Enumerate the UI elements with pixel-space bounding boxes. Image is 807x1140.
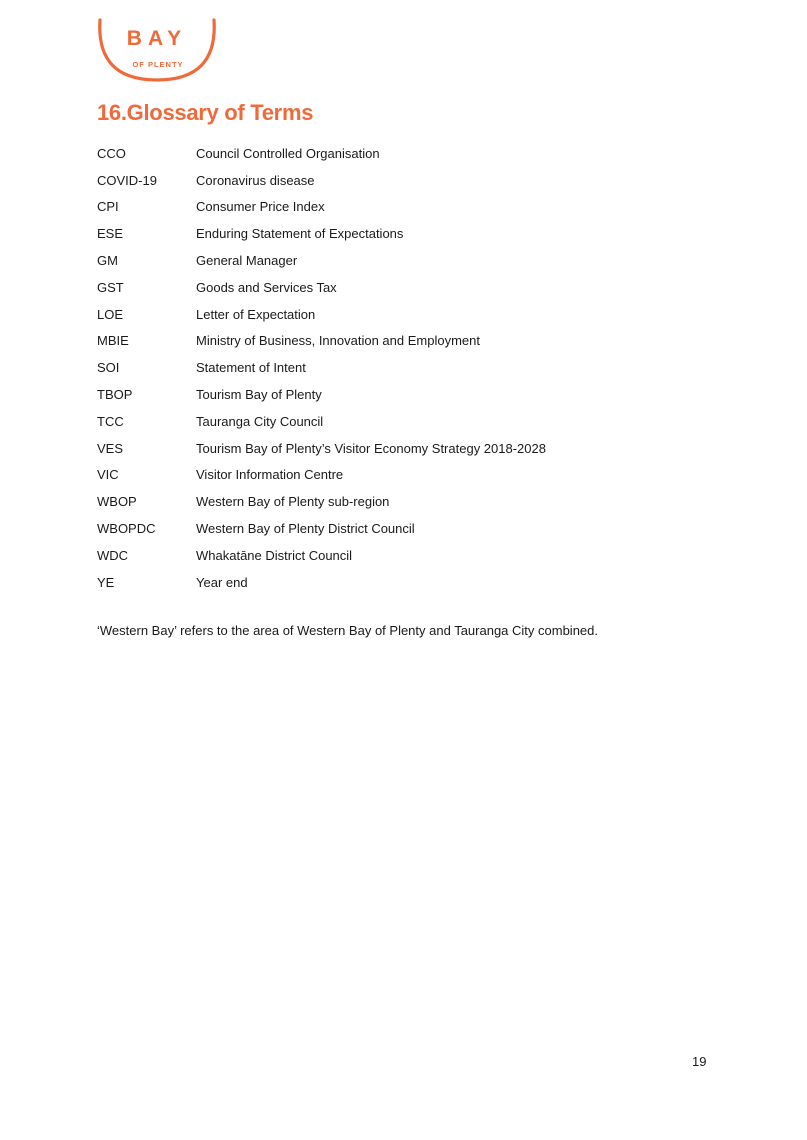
glossary-term: TBOP: [97, 387, 133, 403]
glossary-row: [97, 167, 717, 194]
glossary-row: [97, 194, 717, 221]
glossary-term: LOE: [97, 306, 124, 322]
glossary-term: WBOP: [97, 494, 137, 510]
glossary-row: [97, 515, 717, 542]
glossary-definition: Visitor Information Centre: [196, 467, 344, 483]
glossary-row: [97, 462, 717, 489]
glossary-row: [97, 488, 717, 515]
glossary-definition: Tourism Bay of Plenty: [196, 387, 322, 403]
glossary-row: [97, 435, 717, 462]
glossary-definition: Council Controlled Organisation: [196, 145, 380, 161]
glossary-term: VIC: [97, 467, 119, 483]
logo-main-text: BAY: [126, 27, 188, 50]
glossary-term: VES: [97, 440, 124, 456]
glossary-definition: General Manager: [196, 253, 298, 269]
glossary-list: [97, 140, 717, 596]
glossary-definition: Consumer Price Index: [196, 199, 325, 215]
glossary-definition: Whakatāne District Council: [196, 547, 353, 563]
glossary-definition: Goods and Services Tax: [196, 279, 337, 295]
glossary-definition: Year end: [196, 574, 248, 590]
glossary-term: YE: [97, 574, 115, 590]
western-bay-note: ‘Western Bay’ refers to the area of Western Bay of Plenty and Tauranga City combined.: [97, 623, 599, 638]
glossary-row: [97, 408, 717, 435]
glossary-row: [97, 569, 717, 596]
glossary-term: MBIE: [97, 333, 129, 349]
glossary-row: [97, 140, 717, 167]
glossary-definition: Letter of Expectation: [196, 306, 316, 322]
glossary-term: SOI: [97, 360, 120, 376]
glossary-row: [97, 274, 717, 301]
glossary-definition: Tourism Bay of Plenty’s Visitor Economy Strategy 2018-2028: [196, 440, 546, 456]
page-title: 16.Glossary of Terms: [97, 100, 314, 125]
glossary-row: [97, 247, 717, 274]
glossary-term: COVID-19: [97, 172, 157, 188]
glossary-term: TCC: [97, 413, 124, 429]
glossary-row: [97, 301, 717, 328]
glossary-term: WDC: [97, 547, 129, 563]
glossary-row: [97, 328, 717, 355]
glossary-term: WBOPDC: [97, 521, 156, 537]
glossary-definition: Statement of Intent: [196, 360, 306, 376]
page-number: 19: [692, 1054, 707, 1069]
glossary-row: [97, 542, 717, 569]
glossary-row: [97, 354, 717, 381]
bay-of-plenty-logo: [94, 14, 224, 86]
glossary-term: GM: [97, 253, 118, 269]
glossary-term: CCO: [97, 145, 126, 161]
glossary-row: [97, 220, 717, 247]
glossary-definition: Coronavirus disease: [196, 172, 315, 188]
glossary-row: [97, 381, 717, 408]
glossary-term: CPI: [97, 199, 119, 215]
glossary-definition: Western Bay of Plenty sub-region: [196, 494, 390, 510]
glossary-term: GST: [97, 279, 124, 295]
glossary-definition: Western Bay of Plenty District Council: [196, 521, 415, 537]
glossary-definition: Ministry of Business, Innovation and Employment: [196, 333, 480, 349]
logo-sub-text: OF PLENTY: [132, 60, 184, 69]
glossary-definition: Enduring Statement of Expectations: [196, 226, 404, 242]
glossary-term: ESE: [97, 226, 124, 242]
glossary-definition: Tauranga City Council: [196, 413, 324, 429]
